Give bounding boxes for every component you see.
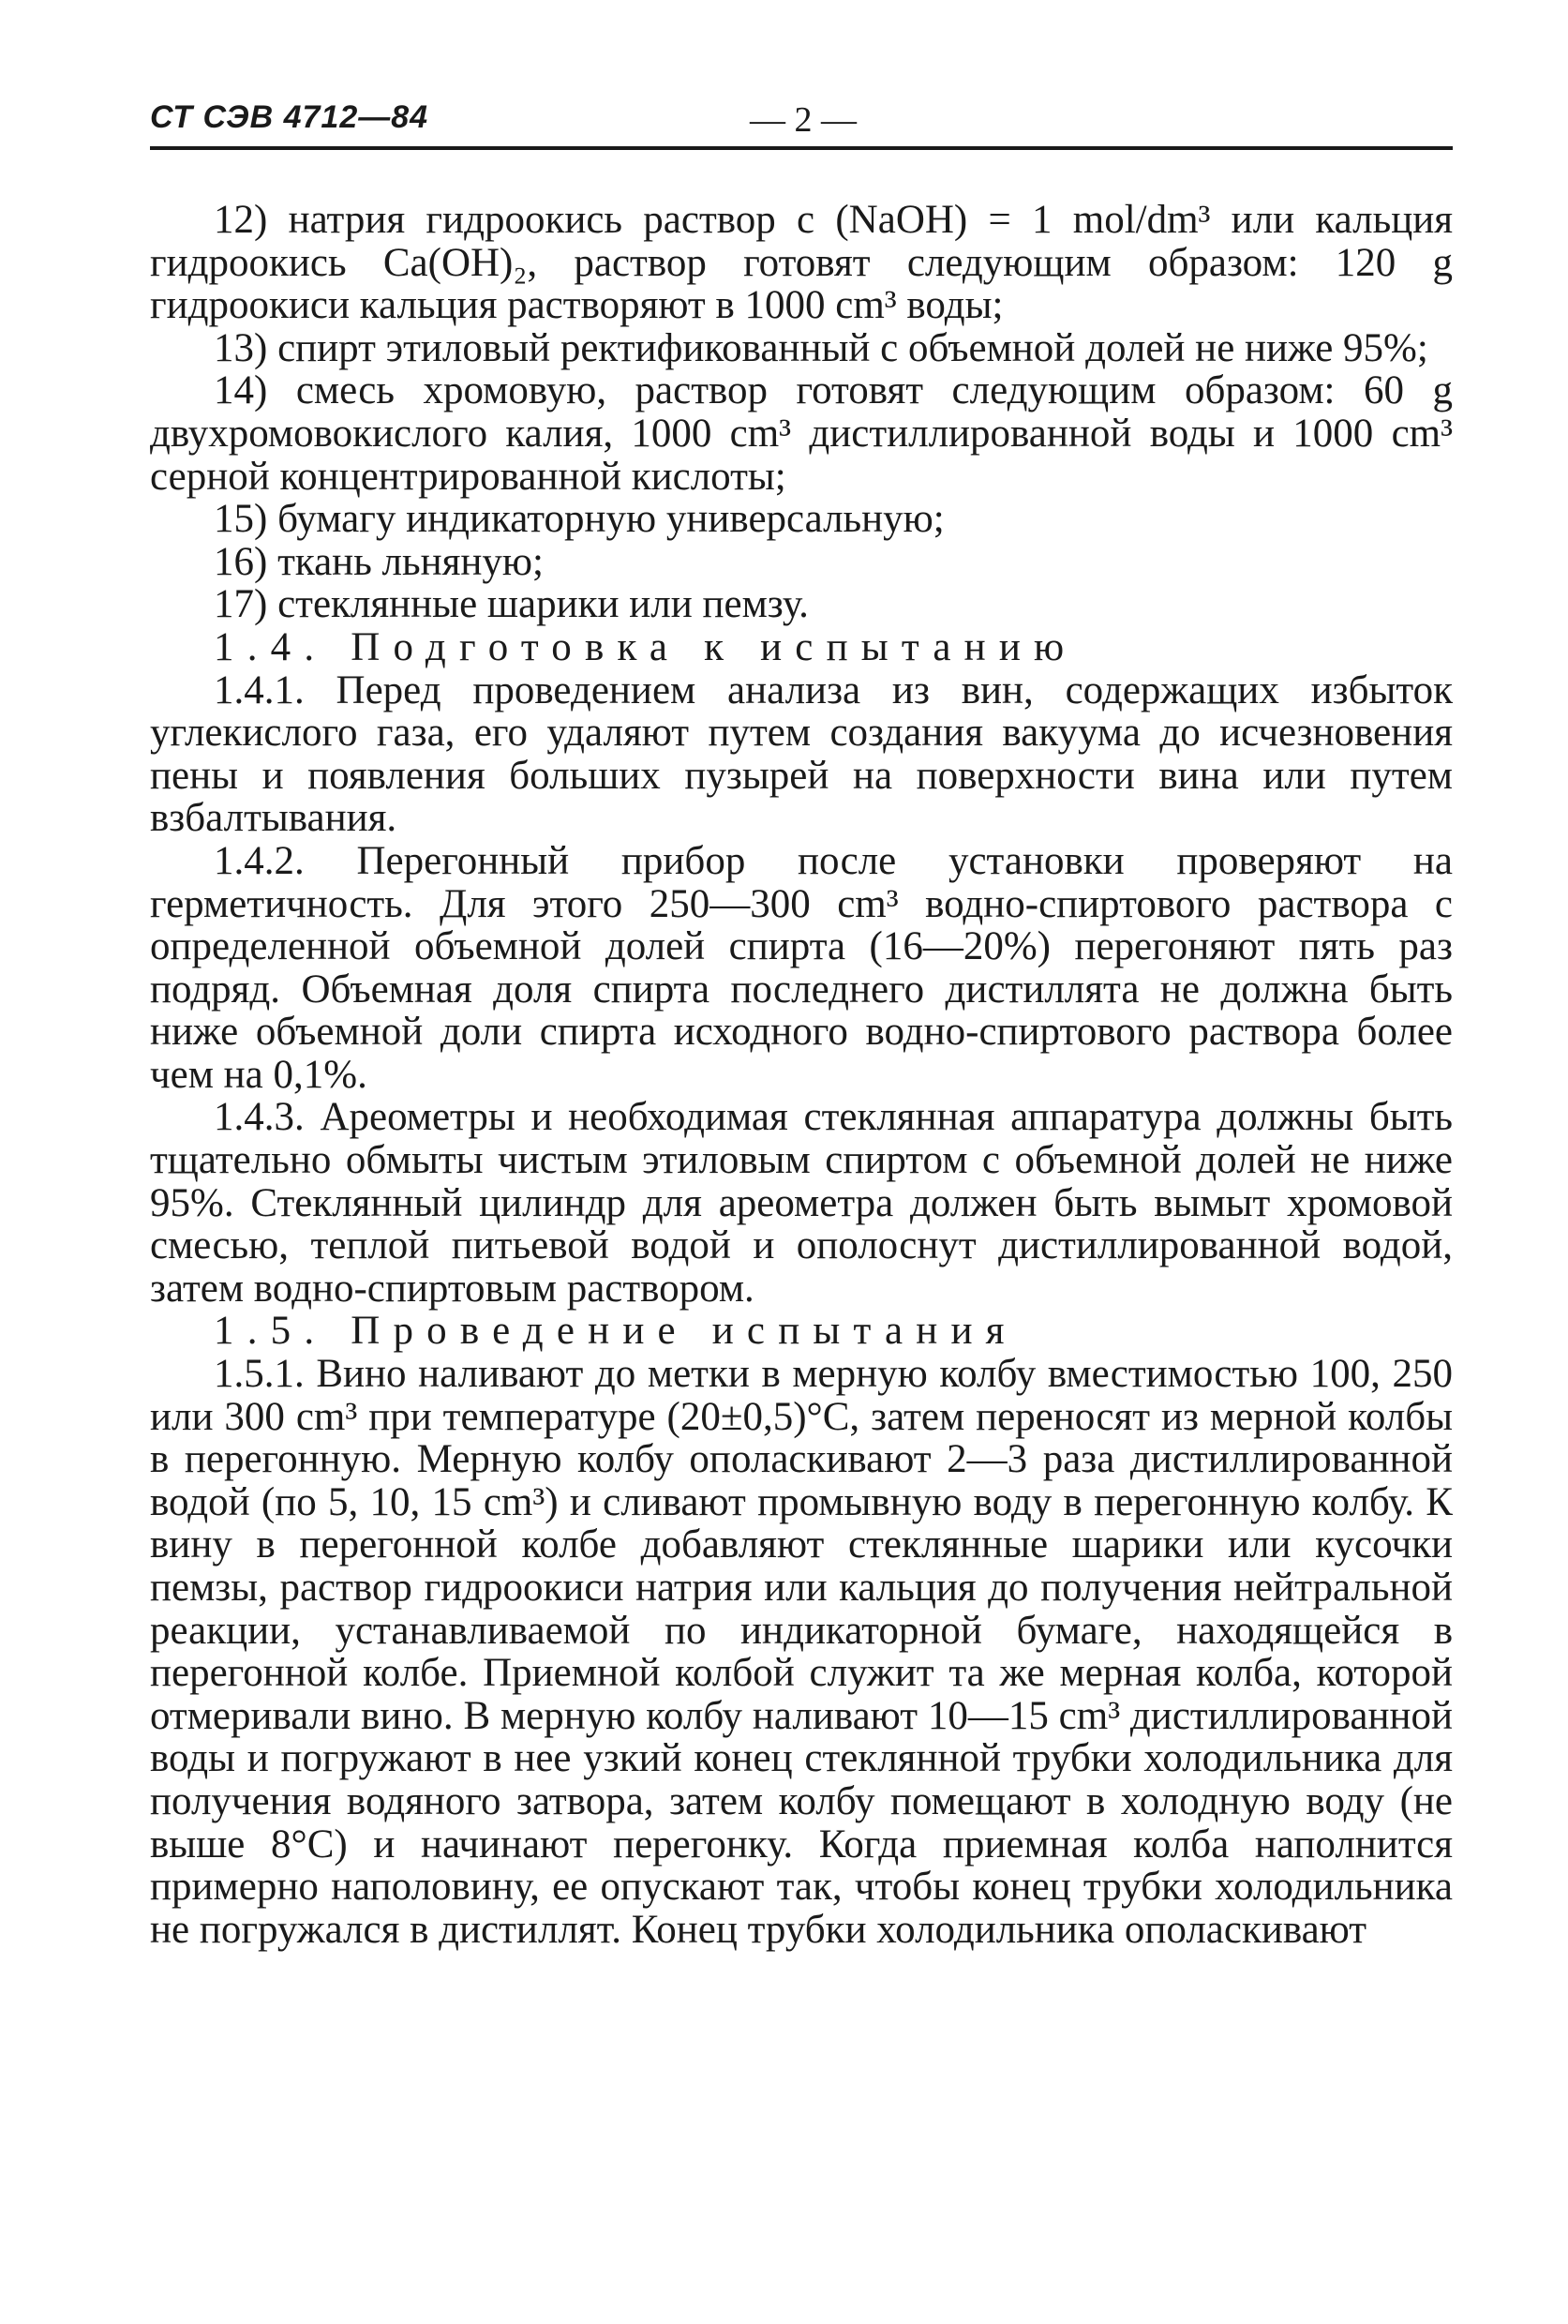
section-heading-1-5: 1.5. Проведение испытания [214,1309,1018,1354]
list-item-13: 13) спирт этиловый ректификованный с объемной долей не ниже 95%; [214,325,1428,370]
clause-1-5-1: 1.5.1. Вино наливают до метки в мерную колбу вместимостью 100, 250 или 300 cm³ при температуре (20±0,5)°C, затем переносят из мерной колбы в перегонную. Мерную колбу ополаскивают 2—3 раза дистиллированной водой (по 5, 10, 15 cm³) и сливают промывную воду в перегонную колбу. К вину в перегонной колбе добавляют стеклянные шарики или кусочки пемзы, раствор гидроокиси натрия или кальция до получения нейтральной реакции, устанавливаемой по индикаторной бумаге, находящейся в перегонной колбе. Приемной колбой служит та же мерная колба, которой отмеривали вино. В мерную колбу наливают 10—15 cm³ дистиллированной воды и погружают в нее узкий конец стеклянной трубки холодильника для получения водяного затвора, затем колбу помещают в холодную воду (не выше 8°C) и начинают перегонку. Когда приемная колба наполнится примерно наполовину, ее опускают так, чтобы конец трубки холодильника не погружался в дистиллят. Конец трубки холодильника ополаскивают [150,1352,1453,1952]
clause-1-4-1: 1.4.1. Перед проведением анализа из вин, содержащих избыток углекислого газа, его удаляют путем создания вакуума до исчезновения пены и появления больших пузырей на поверхности вина или путем взбалтывания. [150,667,1453,841]
document-body [150,199,1453,1951]
header-rule [150,146,1453,150]
list-item-12: 12) натрия гидроокись раствор c (NaOH) = 1 mol/dm³ или кальция гидроокись Ca(OH)₂, раствор готовят следующим образом: 120 g гидроокиси кальция растворяют в 1000 cm³ воды; [150,198,1453,328]
list-item-16: 16) ткань льняную; [214,539,544,584]
page-number: — 2 — [750,100,857,140]
standard-code: СТ СЭВ 4712—84 [150,99,429,135]
list-item-14: 14) смесь хромовую, раствор готовят следующим образом: 60 g двухромовокислого калия, 1000 cm³ дистиллированной воды и 1000 cm³ серной концентрированной кислоты; [150,368,1453,499]
document-page [150,94,1453,1951]
page-header [150,94,1453,150]
list-item-17: 17) стеклянные шарики или пемзу. [214,582,809,627]
list-item-15: 15) бумагу индикаторную универсальную; [214,497,945,542]
section-heading-1-4: 1.4. Подготовка к испытанию [214,624,1078,669]
clause-1-4-2: 1.4.2. Перегонный прибор после установки проверяют на герметичность. Для этого 250—300 cm³ водно-спиртового раствора с определенной объемной долей спирта (16—20%) перегоняют пять раз подряд. Объемная доля спирта последнего дистиллята не должна быть ниже объемной доли спирта исходного водно-спиртового раствора более чем на 0,1%. [150,838,1453,1097]
clause-1-4-3: 1.4.3. Ареометры и необходимая стеклянная аппаратура должны быть тщательно обмыты чистым этиловым спиртом с объемной долей не ниже 95%. Стеклянный цилиндр для ареометра должен быть вымыт хромовой смесью, теплой питьевой водой и ополоснут дистиллированной водой, затем водно-спиртовым раствором. [150,1095,1453,1311]
